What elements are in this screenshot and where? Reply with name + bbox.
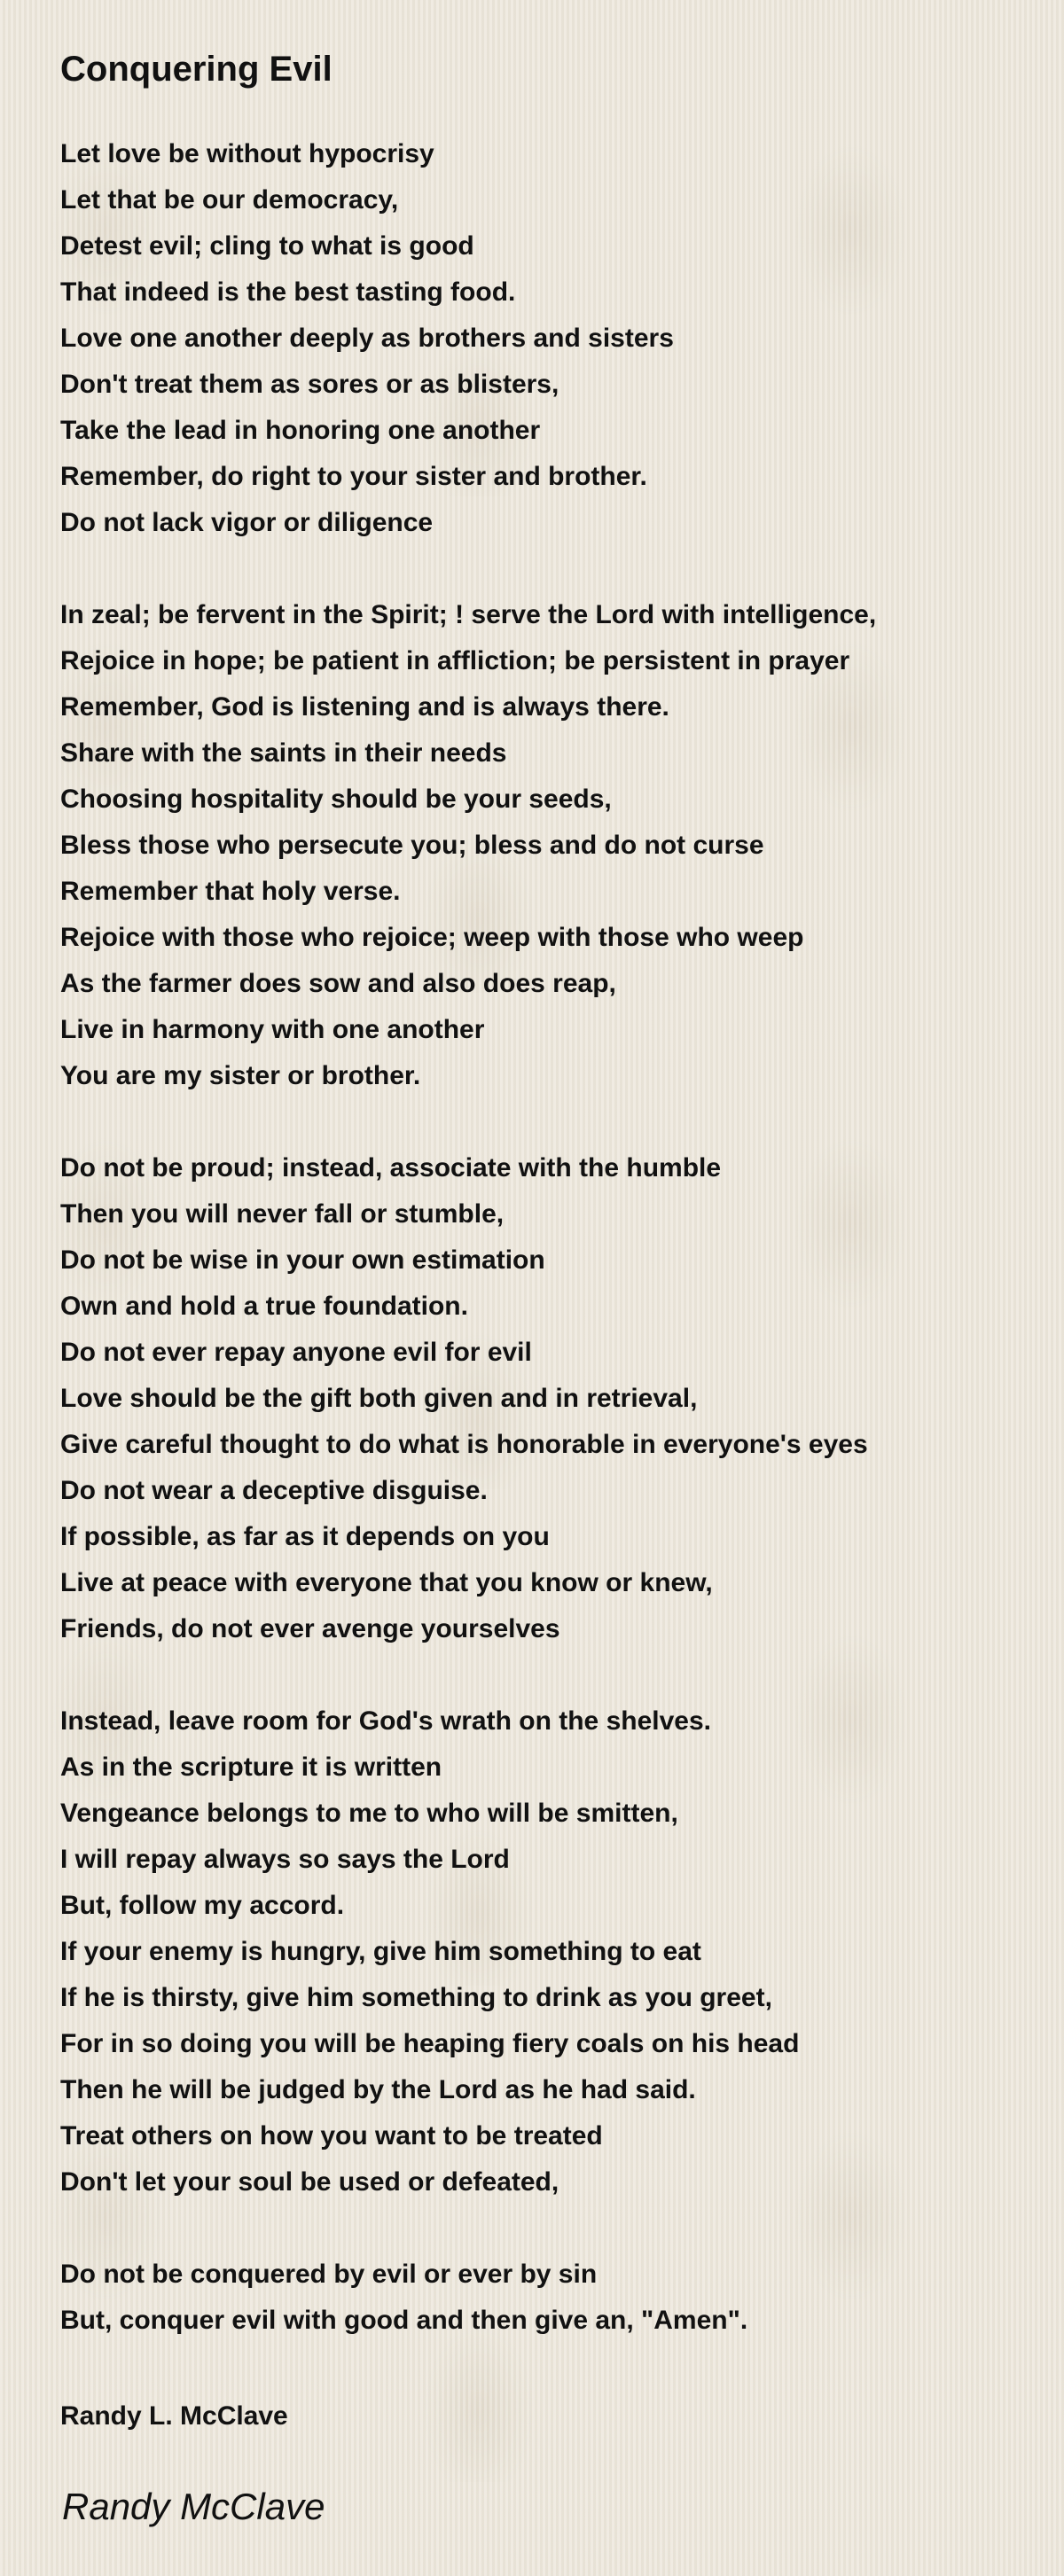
poem-line: Treat others on how you want to be treated	[60, 2121, 603, 2151]
poem-line: Then you will never fall or stumble,	[60, 1199, 505, 1229]
poem-line: Do not be proud; instead, associate with the humble	[60, 1153, 722, 1183]
stanza-5	[60, 2252, 1036, 2344]
poem-line: Do not lack vigor or diligence	[60, 508, 434, 537]
poem-line: But, follow my accord.	[60, 1891, 345, 1920]
author-byline: Randy L. McClave	[60, 2401, 288, 2431]
author-signature: Randy McClave	[62, 2486, 325, 2527]
poem-line: As the farmer does sow and also does reap,	[60, 969, 616, 998]
poem-line: Rejoice with those who rejoice; weep with those who weep	[60, 923, 804, 952]
poem-line: Share with the saints in their needs	[60, 738, 507, 768]
poem-line: If your enemy is hungry, give him something to eat	[60, 1937, 701, 1966]
stanza-4	[60, 1698, 1036, 2205]
poem-line: Do not ever repay anyone evil for evil	[60, 1338, 532, 1367]
poem-line: I will repay always so says the Lord	[60, 1845, 510, 1874]
poem-line: Live at peace with everyone that you know or knew,	[60, 1568, 713, 1597]
poem-line: Love should be the gift both given and in retrieval,	[60, 1384, 698, 1413]
poem-title: Conquering Evil	[60, 50, 332, 89]
poem-line: Remember, do right to your sister and brother.	[60, 462, 647, 491]
poem-line: Friends, do not ever avenge yourselves	[60, 1614, 560, 1643]
poem-line: Remember that holy verse.	[60, 877, 401, 906]
poem-line: Vengeance belongs to me to who will be smitten,	[60, 1799, 678, 1828]
poem-line: Own and hold a true foundation.	[60, 1292, 468, 1321]
stanza-3	[60, 1145, 1036, 1652]
poem-line: Choosing hospitality should be your seeds,	[60, 785, 612, 814]
poem-line: But, conquer evil with good and then give an, "Amen".	[60, 2306, 748, 2335]
stanza-1	[60, 131, 1036, 546]
poem-line: Instead, leave room for God's wrath on the shelves.	[60, 1706, 711, 1736]
poem-line: You are my sister or brother.	[60, 1061, 421, 1090]
poem-line: As in the scripture it is written	[60, 1752, 442, 1782]
poem-line: Do not wear a deceptive disguise.	[60, 1476, 488, 1505]
poem-line: Do not be conquered by evil or ever by sin	[60, 2260, 598, 2289]
poem-line: Love one another deeply as brothers and sisters	[60, 324, 674, 353]
poem-line: Give careful thought to do what is honorable in everyone's eyes	[60, 1430, 868, 1459]
poem-line: Then he will be judged by the Lord as he had said.	[60, 2075, 696, 2104]
poem-line: In zeal; be fervent in the Spirit; ! serve the Lord with intelligence,	[60, 600, 877, 629]
poem-line: If he is thirsty, give him something to drink as you greet,	[60, 1983, 772, 2012]
stanza-2	[60, 592, 1036, 1099]
poem-body	[60, 131, 1036, 2390]
poem-line: Don't let your soul be used or defeated,	[60, 2167, 559, 2197]
poem-line: Let love be without hypocrisy	[60, 139, 434, 168]
poem-line: Rejoice in hope; be patient in affliction; be persistent in prayer	[60, 646, 850, 675]
poem-line: Live in harmony with one another	[60, 1015, 485, 1044]
poem-line: Take the lead in honoring one another	[60, 416, 541, 445]
poem-line: For in so doing you will be heaping fiery coals on his head	[60, 2029, 800, 2058]
poem-line: Bless those who persecute you; bless and do not curse	[60, 831, 764, 860]
poem-line: Remember, God is listening and is always there.	[60, 692, 669, 722]
poem-line: Don't treat them as sores or as blisters,	[60, 370, 559, 399]
poem-line: If possible, as far as it depends on you	[60, 1522, 550, 1551]
poem-line: Do not be wise in your own estimation	[60, 1245, 545, 1275]
poem-line: Let that be our democracy,	[60, 185, 399, 215]
poem-line: Detest evil; cling to what is good	[60, 231, 474, 261]
poem-line: That indeed is the best tasting food.	[60, 277, 516, 307]
